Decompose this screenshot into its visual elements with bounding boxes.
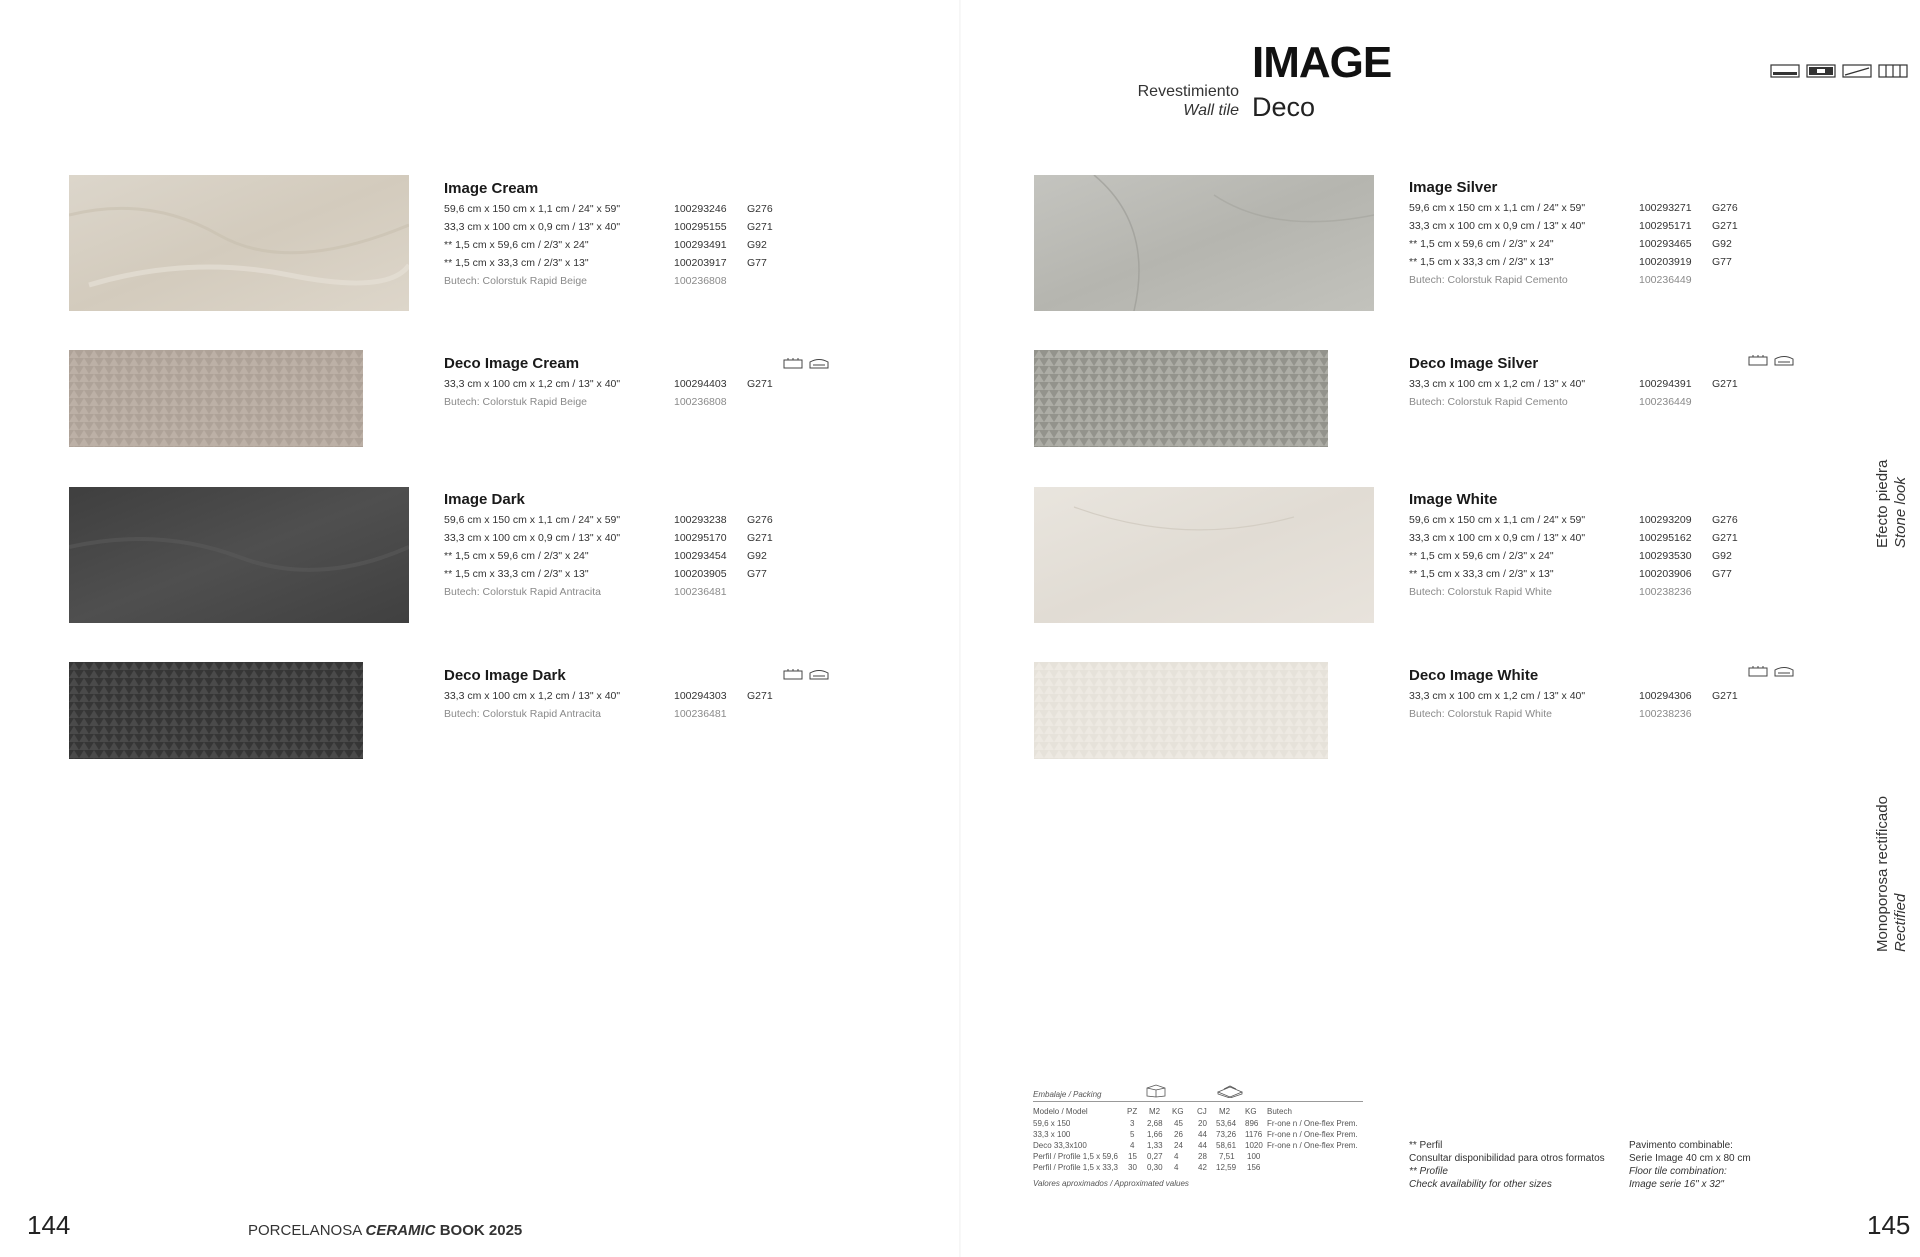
tile-swatch-image-silver [1034, 175, 1374, 311]
series-title: IMAGE [1252, 38, 1392, 87]
product-name: Image White [1409, 491, 1498, 508]
wall-tile-icon [1770, 64, 1800, 78]
rectified-icon [1806, 64, 1836, 78]
tile-swatch-image-cream [69, 175, 409, 311]
product-ref: 100293238 [674, 514, 727, 526]
product-ref: 100293454 [674, 550, 727, 562]
wall-use-icon [783, 668, 803, 680]
tile-swatch-deco-image-cream [69, 350, 363, 447]
product-code: G276 [747, 203, 773, 215]
product-size: 33,3 cm x 100 cm x 0,9 cm / 13" x 40" [444, 532, 621, 544]
product-size: 59,6 cm x 150 cm x 1,1 cm / 24" x 59" [444, 203, 621, 215]
product-size: ** 1,5 cm x 33,3 cm / 2/3" x 13" [444, 257, 589, 269]
product-ref: 100295170 [674, 532, 727, 544]
butech-ref: 100236449 [1639, 274, 1692, 286]
col-kg: KG [1172, 1107, 1184, 1116]
product-code: G271 [747, 532, 773, 544]
frost-resistant-icon [1878, 64, 1908, 78]
profile-note-en-title: ** Profile [1409, 1166, 1448, 1177]
wall-use-icon [1748, 354, 1768, 366]
slip-icon [1842, 64, 1872, 78]
product-name: Image Cream [444, 180, 539, 197]
product-code: G271 [747, 378, 773, 390]
product-ref: 100294403 [674, 378, 727, 390]
product-name: Deco Image White [1409, 667, 1539, 684]
product-size: 33,3 cm x 100 cm x 0,9 cm / 13" x 40" [444, 221, 621, 233]
product-ref: 100294391 [1639, 378, 1692, 390]
tile-swatch-deco-image-silver [1034, 350, 1328, 447]
page-gutter [959, 0, 961, 1257]
butech-ref: 100236449 [1639, 396, 1692, 408]
product-code: G92 [747, 550, 767, 562]
bath-use-icon [1774, 665, 1794, 677]
butech-grout: Butech: Colorstuk Rapid Cemento [1409, 274, 1568, 286]
bath-use-icon [809, 357, 829, 369]
product-size: ** 1,5 cm x 59,6 cm / 2/3" x 24" [444, 550, 589, 562]
product-code: G77 [747, 257, 767, 269]
product-code: G77 [1712, 568, 1732, 580]
product-ref: 100295171 [1639, 220, 1692, 232]
series-subtitle: Deco [1252, 92, 1316, 122]
product-ref: 100293271 [1639, 202, 1692, 214]
product-size: ** 1,5 cm x 59,6 cm / 2/3" x 24" [1409, 550, 1554, 562]
product-code: G276 [1712, 514, 1738, 526]
deco-usage-icons [783, 668, 829, 680]
product-size: ** 1,5 cm x 33,3 cm / 2/3" x 13" [1409, 256, 1554, 268]
box-icon [1145, 1084, 1167, 1098]
product-code: G77 [747, 568, 767, 580]
butech-ref: 100236808 [674, 275, 727, 287]
butech-grout: Butech: Colorstuk Rapid Beige [444, 396, 587, 408]
col-kg-pallet: KG [1245, 1107, 1257, 1116]
product-code: G271 [747, 690, 773, 702]
col-butech: Butech [1267, 1107, 1292, 1116]
product-ref: 100295155 [674, 221, 727, 233]
butech-grout: Butech: Colorstuk Rapid Antracita [444, 586, 601, 598]
effect-label [1874, 460, 1891, 548]
product-ref: 100294303 [674, 690, 727, 702]
product-size: 59,6 cm x 150 cm x 1,1 cm / 24" x 59" [1409, 514, 1586, 526]
profile-note [1409, 1139, 1605, 1191]
floor-note-en-text: Image serie 16" x 32" [1629, 1179, 1724, 1190]
usage-icons [1770, 64, 1908, 78]
butech-grout: Butech: Colorstuk Rapid White [1409, 586, 1552, 598]
product-ref: 100203905 [674, 568, 727, 580]
floor-note [1629, 1139, 1751, 1191]
butech-ref: 100238236 [1639, 708, 1692, 720]
product-ref: 100293491 [674, 239, 727, 251]
product-ref: 100294306 [1639, 690, 1692, 702]
butech-grout: Butech: Colorstuk Rapid Antracita [444, 708, 601, 720]
product-name: Deco Image Silver [1409, 355, 1539, 372]
deco-usage-icons [1748, 354, 1794, 366]
category-label-en: Wall tile [1183, 102, 1239, 119]
product-size: 33,3 cm x 100 cm x 1,2 cm / 13" x 40" [1409, 378, 1586, 390]
packing-footnote: Valores aproximados / Approximated values [1033, 1179, 1189, 1188]
profile-note-es-text: Consultar disponibilidad para otros formatos [1409, 1153, 1605, 1164]
page-number-right: 145 [1867, 1210, 1911, 1240]
product-code: G271 [1712, 690, 1738, 702]
butech-grout: Butech: Colorstuk Rapid Beige [444, 275, 587, 287]
butech-ref: 100236808 [674, 396, 727, 408]
product-code: G271 [747, 221, 773, 233]
tile-swatch-image-white [1034, 487, 1374, 623]
product-size: 33,3 cm x 100 cm x 1,2 cm / 13" x 40" [444, 378, 621, 390]
packing-rule [1033, 1101, 1363, 1102]
product-code: G271 [1712, 532, 1738, 544]
book-name: BOOK 2025 [439, 1222, 523, 1239]
product-size: 59,6 cm x 150 cm x 1,1 cm / 24" x 59" [444, 514, 621, 526]
pallet-icon [1216, 1084, 1244, 1098]
product-ref: 100293209 [1639, 514, 1692, 526]
tile-swatch-deco-image-dark [69, 662, 363, 759]
product-size: 33,3 cm x 100 cm x 0,9 cm / 13" x 40" [1409, 220, 1586, 232]
product-size: 33,3 cm x 100 cm x 0,9 cm / 13" x 40" [1409, 532, 1586, 544]
product-ref: 100295162 [1639, 532, 1692, 544]
col-pz: PZ [1127, 1107, 1138, 1116]
footer-brand [248, 1222, 522, 1239]
product-code: G92 [747, 239, 767, 251]
tile-swatch-deco-image-white [1034, 662, 1328, 759]
product-ref: 100203919 [1639, 256, 1692, 268]
body-label-en: Rectified [1892, 893, 1909, 952]
profile-note-en-text: Check availability for other sizes [1409, 1179, 1552, 1190]
book-name-italic: CERAMIC [365, 1222, 436, 1239]
col-cj: CJ [1197, 1107, 1207, 1116]
butech-grout: Butech: Colorstuk Rapid White [1409, 708, 1552, 720]
col-model: Modelo / Model [1033, 1107, 1088, 1116]
product-code: G276 [1712, 202, 1738, 214]
product-name: Image Silver [1409, 179, 1498, 196]
tile-swatch-image-dark [69, 487, 409, 623]
product-code: G276 [747, 514, 773, 526]
deco-usage-icons [1748, 665, 1794, 677]
col-m2: M2 [1149, 1107, 1161, 1116]
product-code: G271 [1712, 220, 1738, 232]
packing-title: Embalaje / Packing [1033, 1090, 1102, 1099]
product-size: ** 1,5 cm x 33,3 cm / 2/3" x 13" [1409, 568, 1554, 580]
product-ref: 100293465 [1639, 238, 1692, 250]
product-ref: 100293246 [674, 203, 727, 215]
wall-use-icon [1748, 665, 1768, 677]
product-ref: 100203906 [1639, 568, 1692, 580]
butech-grout: Butech: Colorstuk Rapid Cemento [1409, 396, 1568, 408]
body-label-es: Monoporosa rectificado [1874, 796, 1891, 952]
product-code: G271 [1712, 378, 1738, 390]
floor-note-en-title: Floor tile combination: [1629, 1166, 1727, 1177]
deco-usage-icons [783, 357, 829, 369]
page-number-left: 144 [27, 1210, 71, 1240]
effect-label-es: Efecto piedra [1874, 459, 1891, 548]
bath-use-icon [1774, 354, 1794, 366]
product-size: 33,3 cm x 100 cm x 1,2 cm / 13" x 40" [1409, 690, 1586, 702]
category-label-es: Revestimiento [1137, 83, 1239, 100]
floor-note-es-text: Serie Image 40 cm x 80 cm [1629, 1153, 1751, 1164]
product-size: ** 1,5 cm x 59,6 cm / 2/3" x 24" [1409, 238, 1554, 250]
floor-note-es-title: Pavimento combinable: [1629, 1140, 1733, 1151]
effect-label-en: Stone look [1892, 477, 1909, 548]
brand-name: PORCELANOSA [248, 1222, 362, 1239]
product-name: Deco Image Dark [444, 667, 566, 684]
product-ref: 100293530 [1639, 550, 1692, 562]
product-code: G77 [1712, 256, 1732, 268]
wall-use-icon [783, 357, 803, 369]
profile-note-es-title: ** Perfil [1409, 1140, 1443, 1151]
product-size: ** 1,5 cm x 33,3 cm / 2/3" x 13" [444, 568, 589, 580]
butech-ref: 100236481 [674, 586, 727, 598]
product-code: G92 [1712, 238, 1732, 250]
bath-use-icon [809, 668, 829, 680]
col-m2-pallet: M2 [1219, 1107, 1231, 1116]
butech-ref: 100236481 [674, 708, 727, 720]
product-size: 59,6 cm x 150 cm x 1,1 cm / 24" x 59" [1409, 202, 1586, 214]
product-code: G92 [1712, 550, 1732, 562]
product-size: ** 1,5 cm x 59,6 cm / 2/3" x 24" [444, 239, 589, 251]
product-size: 33,3 cm x 100 cm x 1,2 cm / 13" x 40" [444, 690, 621, 702]
product-ref: 100203917 [674, 257, 727, 269]
butech-ref: 100238236 [1639, 586, 1692, 598]
product-name: Image Dark [444, 491, 525, 508]
product-name: Deco Image Cream [444, 355, 580, 372]
